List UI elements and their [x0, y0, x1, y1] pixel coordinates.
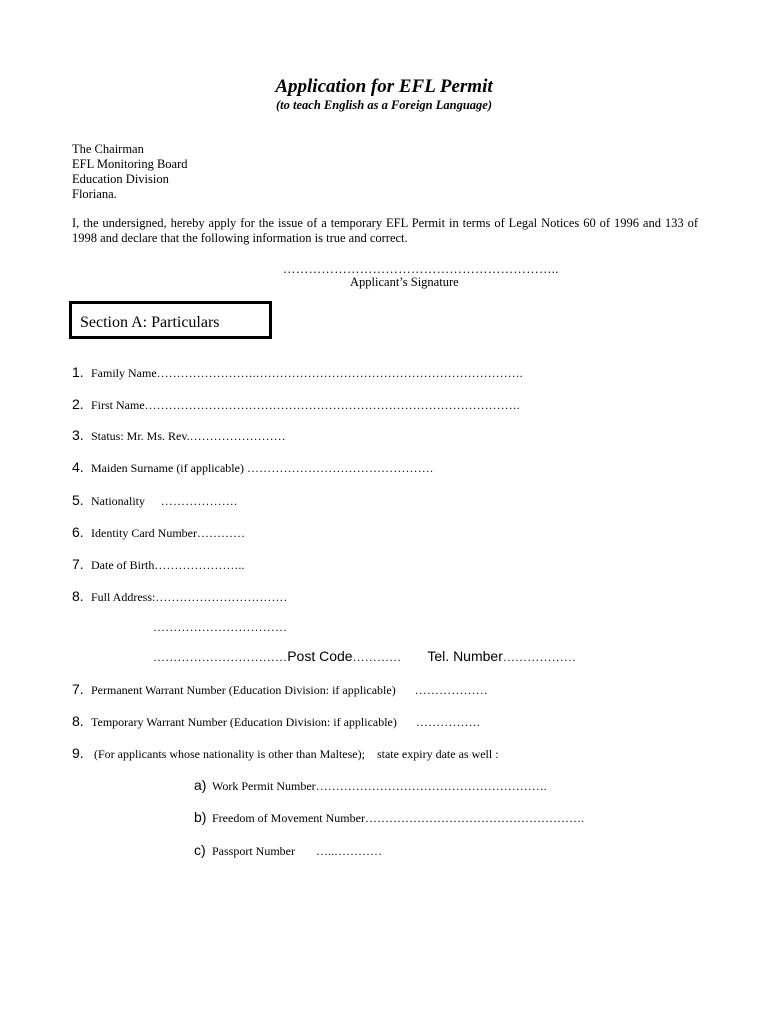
field-input-dots[interactable]: …………………………………………………………………………………. — [144, 398, 520, 412]
field-number: 1. — [72, 364, 84, 380]
field-input-dots[interactable]: …………………………………………………. — [315, 779, 547, 793]
sub-item-letter: b) — [194, 809, 207, 825]
signature-line[interactable]: ……………………………………………………….. — [283, 262, 559, 276]
field-label: First Name — [91, 398, 145, 412]
field-input-dots[interactable]: ………………………………………………. — [364, 811, 584, 825]
section-a-title: Section A: Particulars — [80, 314, 220, 331]
address-line-4: Floriana. — [72, 187, 117, 201]
field-input-dots[interactable]: …..………… — [295, 844, 382, 858]
field-first-name — [72, 396, 520, 413]
field-family-name — [72, 364, 523, 381]
field-number: 5. — [72, 492, 84, 508]
field-input-dots[interactable]: ………… — [196, 526, 245, 540]
field-number: 4. — [72, 459, 84, 475]
field-number: 7. — [72, 681, 84, 697]
postcode-tel-row — [153, 648, 576, 665]
field-label: Permanent Warrant Number (Education Division: if applicable) — [91, 683, 396, 697]
field-work-permit — [194, 777, 547, 794]
field-label: Date of Birth — [91, 558, 155, 572]
field-input-dots[interactable]: ………………………………………. — [246, 461, 434, 475]
field-input-dots[interactable]: ………………. — [148, 494, 238, 508]
field-input-dots[interactable]: ………………….. — [154, 558, 245, 572]
sub-item-letter: c) — [194, 842, 206, 858]
field-number: 7. — [72, 556, 84, 572]
field-nationality — [72, 492, 237, 509]
field-label: Full Address: — [91, 590, 156, 604]
field-number: 9. — [72, 745, 84, 761]
field-label: Work Permit Number — [212, 779, 316, 793]
field-date-of-birth — [72, 556, 244, 573]
field-status — [72, 427, 286, 444]
field-label: Nationality — [91, 494, 145, 508]
postcode-label: Post Code — [287, 648, 353, 664]
address-line-continuation[interactable]: …………………………… — [153, 620, 288, 634]
tel-number-input-dots[interactable]: ……………… — [502, 650, 577, 664]
field-label: Family Name — [91, 366, 157, 380]
field-input-dots[interactable]: …………………….…………………………………………………………. — [156, 366, 523, 380]
declaration-text: I, the undersigned, hereby apply for the issue of a temporary EFL Permit in terms of Legal Notices 60 of 1996 and 133 of 1998 and declare that the following information is true and correct. — [72, 216, 698, 245]
field-number: 6. — [72, 524, 84, 540]
field-number: 2. — [72, 396, 84, 412]
field-input-dots[interactable]: …………………………… — [155, 590, 288, 604]
field-freedom-of-movement — [194, 809, 584, 826]
field-number: 8. — [72, 713, 84, 729]
address-line-1: The Chairman — [72, 142, 144, 156]
address-line-3: Education Division — [72, 172, 169, 186]
field-passport-number — [194, 842, 382, 859]
section-a-box — [69, 301, 272, 339]
field-label: Passport Number — [212, 844, 295, 858]
question-9-text: (For applicants whose nationality is other than Maltese); state expiry date as well : — [91, 747, 499, 761]
question-9 — [72, 745, 499, 762]
field-maiden-surname — [72, 459, 433, 476]
field-input-dots[interactable]: ……………… — [398, 683, 488, 697]
signature-label: Applicant’s Signature — [350, 275, 459, 289]
address-line-2: EFL Monitoring Board — [72, 157, 188, 171]
address-line-continuation[interactable]: …………………………… — [153, 650, 288, 664]
page-subtitle: (to teach English as a Foreign Language) — [276, 98, 492, 112]
field-number: 3. — [72, 427, 84, 443]
field-permanent-warrant — [72, 681, 488, 698]
field-label: Status: Mr. Ms. Rev. — [91, 429, 190, 443]
field-temporary-warrant — [72, 713, 480, 730]
field-full-address — [72, 588, 287, 605]
tel-number-label: Tel. Number — [427, 648, 503, 664]
field-number: 8. — [72, 588, 84, 604]
field-label: Maiden Surname (if applicable) — [91, 461, 244, 475]
field-label: Temporary Warrant Number (Education Division: if applicable) — [91, 715, 397, 729]
page-title: Application for EFL Permit — [275, 76, 493, 97]
sub-item-letter: a) — [194, 777, 207, 793]
field-label: Freedom of Movement Number — [212, 811, 365, 825]
field-label: Identity Card Number — [91, 526, 197, 540]
field-input-dots[interactable]: ……………. — [399, 715, 481, 729]
postcode-input-dots[interactable]: ………… — [352, 650, 402, 664]
field-identity-card — [72, 524, 245, 541]
field-input-dots[interactable]: …………………… — [189, 429, 286, 443]
